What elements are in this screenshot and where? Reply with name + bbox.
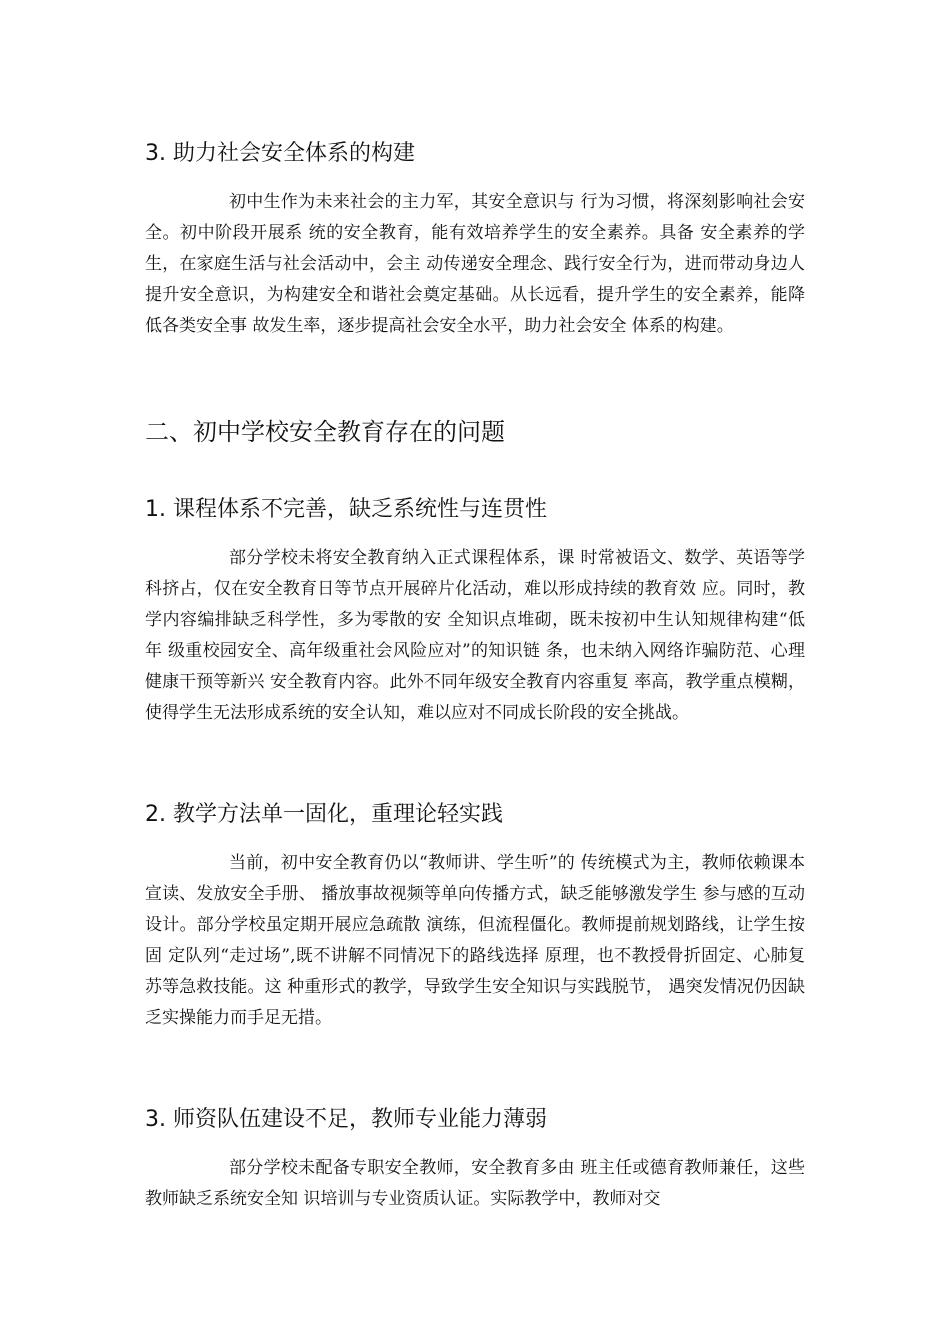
paragraph-teacher-staffing: 部分学校未配备专职安全教师，安全教育多由 班主任或德育教师兼任，这些教师缺乏系统安全知 识培训与专业资质认证。实际教学中，教师对交 [145,1158,805,1209]
paragraph-curriculum: 部分学校未将安全教育纳入正式课程体系，课 时常被语文、数学、英语等学科挤占，仅在安全教育日等节点开展碎片化活动，难以形成持续的教育效 应。同时，教学内容编排缺乏科学性，多为零散的安 全知识点堆砌，既未按初中生认知规律构建“低年 级重校园安全、高年级重社会风险应对”的知识链 条，也未纳入网络诈骗防范、心理健康干预等新兴 安全教育内容。此外不同年级安全教育内容重复 率高，教学重点模糊，使得学生无法形成系统的安全认知，难以应对不同成长阶段的安全挑战。 [145,548,805,723]
section-heading-teaching-methods: 2. 教学方法单一固化，重理论轻实践 [145,802,503,827]
chapter-heading-problems: 二、初中学校安全教育存在的问题 [145,418,505,446]
section-heading-teacher-staffing: 3. 师资队伍建设不足，教师专业能力薄弱 [145,1107,547,1132]
section-heading-society-safety: 3. 助力社会安全体系的构建 [145,141,415,166]
paragraph-society-safety: 初中生作为未来社会的主力军，其安全意识与 行为习惯，将深刻影响社会安全。初中阶段开展系 统的安全教育，能有效培养学生的安全素养。具备 安全素养的学生，在家庭生活与社会活动中，会主 动传递安全理念、践行安全行为，进而带动身边人 提升安全意识，为构建安全和谐社会奠定基础。从长远看，提升学生的安全素养，能降低各类安全事 故发生率，逐步提高社会安全水平，助力社会安全 体系的构建。 [145,192,805,336]
section-heading-curriculum: 1. 课程体系不完善，缺乏系统性与连贯性 [145,497,547,522]
paragraph-teaching-methods: 当前，初中安全教育仍以“教师讲、学生听”的 传统模式为主，教师依赖课本宣读、发放安全手册、 播放事故视频等单向传播方式，缺乏能够激发学生 参与感的互动设计。部分学校虽定期开展应急疏散 演练，但流程僵化。教师提前规划路线，让学生按固 定队列“走过场”,既不讲解不同情况下的路线选择 原理，也不教授骨折固定、心肺复苏等急救技能。这 种重形式的教学，导致学生安全知识与实践脱节， 遇突发情况仍因缺乏实操能力而手足无措。 [145,853,805,1028]
